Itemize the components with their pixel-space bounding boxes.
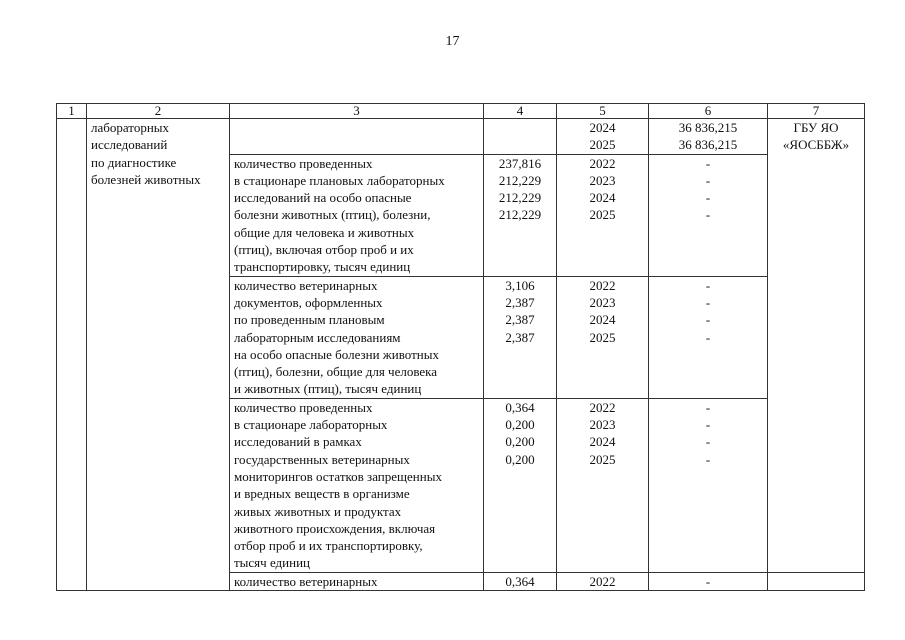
year-cell [557, 276, 649, 398]
activity-name-line: лабораторных [91, 120, 170, 135]
indicator-line: животного происхождения, включая [234, 520, 436, 536]
indicator-line: в стационаре лабораторных [234, 417, 388, 433]
header-col-6: 6 [649, 104, 768, 119]
indicator-line: по проведенным плановым [234, 312, 385, 328]
header-col-3: 3 [230, 104, 484, 119]
indicator-cell [230, 119, 484, 155]
indicator-line: исследований в рамках [234, 434, 362, 450]
value-cell [484, 398, 557, 572]
page-number: 17 [445, 34, 460, 49]
year: 2024 [589, 312, 616, 328]
value: 212,229 [498, 172, 542, 188]
indicator-line: на особо опасные болезни животных [234, 346, 439, 362]
dash: - [705, 294, 711, 310]
activity-name-line: болезней животных [91, 171, 201, 187]
dash: - [705, 573, 711, 589]
header-col-7: 7 [768, 104, 865, 119]
indicator-line: количество проведенных [234, 155, 373, 171]
year-cell [557, 398, 649, 572]
executor-cell [768, 119, 865, 573]
indicator-line: и вредных веществ в организме [234, 486, 410, 502]
measures-table [56, 103, 865, 591]
indicator-cell [230, 276, 484, 398]
indicator-line: и животных (птиц), тысяч единиц [234, 381, 422, 397]
indicator-cell [230, 572, 484, 590]
value-cell [484, 119, 557, 155]
dash: - [705, 172, 711, 188]
value: 212,229 [498, 190, 542, 206]
year: 2024 [589, 434, 616, 450]
indicator-line: лабораторным исследованиям [234, 329, 401, 345]
activity-name-line: исследований [91, 137, 168, 153]
dash: - [705, 329, 711, 345]
indicator-line: общие для человека и животных [234, 224, 415, 240]
table-row [57, 119, 865, 155]
indicator-line: исследований на особо опасные [234, 190, 412, 206]
indicator-cell [230, 154, 484, 276]
year: 2022 [589, 573, 616, 589]
year: 2023 [589, 172, 616, 188]
value: 0,200 [505, 451, 535, 467]
value: 2,387 [505, 312, 535, 328]
dash: - [705, 399, 711, 415]
indicator-cell [230, 398, 484, 572]
value: 2,387 [505, 329, 535, 345]
amount: 36 836,215 [678, 120, 738, 135]
indicator-line: мониторингов остатков запрещенных [234, 468, 442, 484]
dash: - [705, 451, 711, 467]
year: 2022 [589, 155, 616, 171]
indicator-line: живых животных и продуктах [234, 503, 402, 519]
year: 2022 [589, 399, 616, 415]
dash: - [705, 190, 711, 206]
indicator-line: количество проведенных [234, 399, 373, 415]
indicator-line: в стационаре плановых лабораторных [234, 172, 445, 188]
value-cell [484, 154, 557, 276]
value-cell [484, 572, 557, 590]
value: 2,387 [505, 294, 535, 310]
row-number-cell [57, 119, 87, 591]
dash: - [705, 277, 711, 293]
executor-line: «ЯОСББЖ» [782, 137, 850, 153]
value-cell [484, 276, 557, 398]
year: 2024 [589, 120, 616, 135]
indicator-line: количество ветеринарных [234, 277, 378, 293]
dash: - [705, 207, 711, 223]
year-cell [557, 154, 649, 276]
indicator-line: тысяч единиц [234, 555, 310, 571]
executor-cell [768, 572, 865, 590]
amount-cell [649, 398, 768, 572]
value: 0,200 [505, 417, 535, 433]
year: 2025 [589, 137, 616, 153]
header-col-1: 1 [57, 104, 87, 119]
value: 237,816 [498, 155, 542, 171]
value: 212,229 [498, 207, 542, 223]
indicator-line: документов, оформленных [234, 294, 383, 310]
indicator-line: транспортировку, тысяч единиц [234, 259, 411, 275]
amount-cell [649, 154, 768, 276]
indicator-line: количество ветеринарных [234, 573, 378, 589]
amount-cell [649, 276, 768, 398]
indicator-line: (птиц), болезни, общие для человека [234, 364, 438, 380]
year: 2023 [589, 294, 616, 310]
year: 2022 [589, 277, 616, 293]
value: 3,106 [505, 277, 535, 293]
indicator-line: отбор проб и их транспортировку, [234, 538, 423, 554]
indicator-line: (птиц), включая отбор проб и их [234, 242, 414, 258]
amount-cell [649, 119, 768, 155]
dash: - [705, 417, 711, 433]
year: 2025 [589, 329, 616, 345]
year: 2023 [589, 417, 616, 433]
indicator-line: государственных ветеринарных [234, 451, 410, 467]
activity-name-line: по диагностике [91, 154, 177, 170]
value: 0,200 [505, 434, 535, 450]
header-col-5: 5 [557, 104, 649, 119]
year: 2025 [589, 207, 616, 223]
year-cell [557, 572, 649, 590]
activity-name-cell [87, 119, 230, 591]
year: 2025 [589, 451, 616, 467]
amount-cell [649, 572, 768, 590]
year: 2024 [589, 190, 616, 206]
value: 0,364 [505, 399, 535, 415]
indicator-line: болезни животных (птиц), болезни, [234, 207, 431, 223]
table-header-row [57, 104, 865, 119]
header-col-2: 2 [87, 104, 230, 119]
dash: - [705, 434, 711, 450]
header-col-4: 4 [484, 104, 557, 119]
executor-line: ГБУ ЯО [793, 120, 839, 135]
value: 0,364 [505, 573, 535, 589]
dash: - [705, 155, 711, 171]
year-cell [557, 119, 649, 155]
dash: - [705, 312, 711, 328]
amount: 36 836,215 [678, 137, 738, 153]
